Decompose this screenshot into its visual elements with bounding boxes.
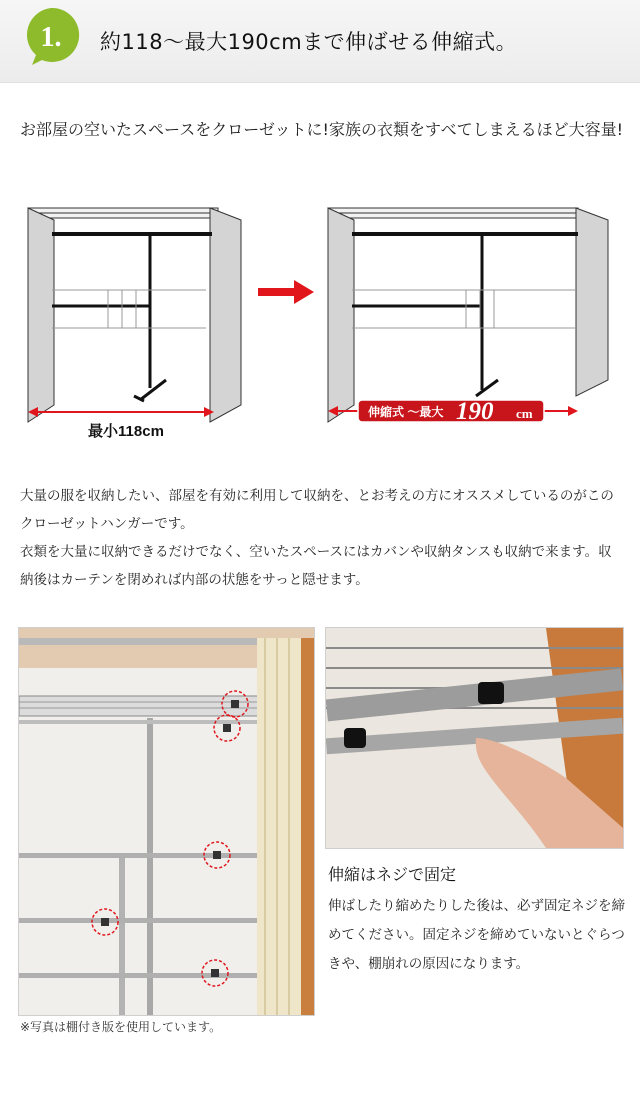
max-width-unit: cm: [516, 406, 533, 421]
step-number-badge: [18, 6, 84, 66]
intro-text: お部屋の空いたスペースをクローゼットに!家族の衣類をすべてしまえるほど大容量!: [20, 120, 624, 139]
screw-closeup-illustration: [326, 628, 623, 848]
min-width-label: 最小118cm: [88, 423, 164, 440]
photo-caption: ※写真は棚付き版を使用しています。: [20, 1020, 222, 1034]
closet-max-diagram: [326, 200, 616, 445]
note-text: 伸ばしたり縮めたりした後は、必ず固定ネジを締めてください。固定ネジを締めていないとぐらつきや、棚崩れの原因になります。: [328, 898, 625, 972]
max-width-prefix: 伸縮式 ～最大: [368, 405, 444, 419]
closet-min-diagram: [26, 200, 248, 445]
screw-closeup-photo: [325, 627, 624, 849]
right-arrow-icon: [258, 280, 314, 304]
section-header: [0, 0, 640, 83]
max-width-value: 190: [456, 398, 494, 425]
note-title: 伸縮はネジで固定: [328, 865, 457, 884]
step-number: 1.: [40, 22, 62, 53]
description-paragraph: 衣類を大量に収納できるだけでなく、空いたスペースにはカバンや収納タンスも収納で来ます。収納後はカーテンを閉めれば内部の状態をサっと隠せます。: [20, 544, 612, 588]
closet-photo: [18, 627, 315, 1016]
section-title: 約118～最大190cmまで伸ばせる伸縮式。: [100, 30, 518, 54]
description-block: [20, 482, 625, 594]
closet-photo-illustration: [19, 628, 314, 1015]
description-paragraph: 大量の服を収納したい、部屋を有効に利用して収納を、とお考えの方にオススメしているのがこのクローゼットハンガーです。: [20, 488, 614, 532]
